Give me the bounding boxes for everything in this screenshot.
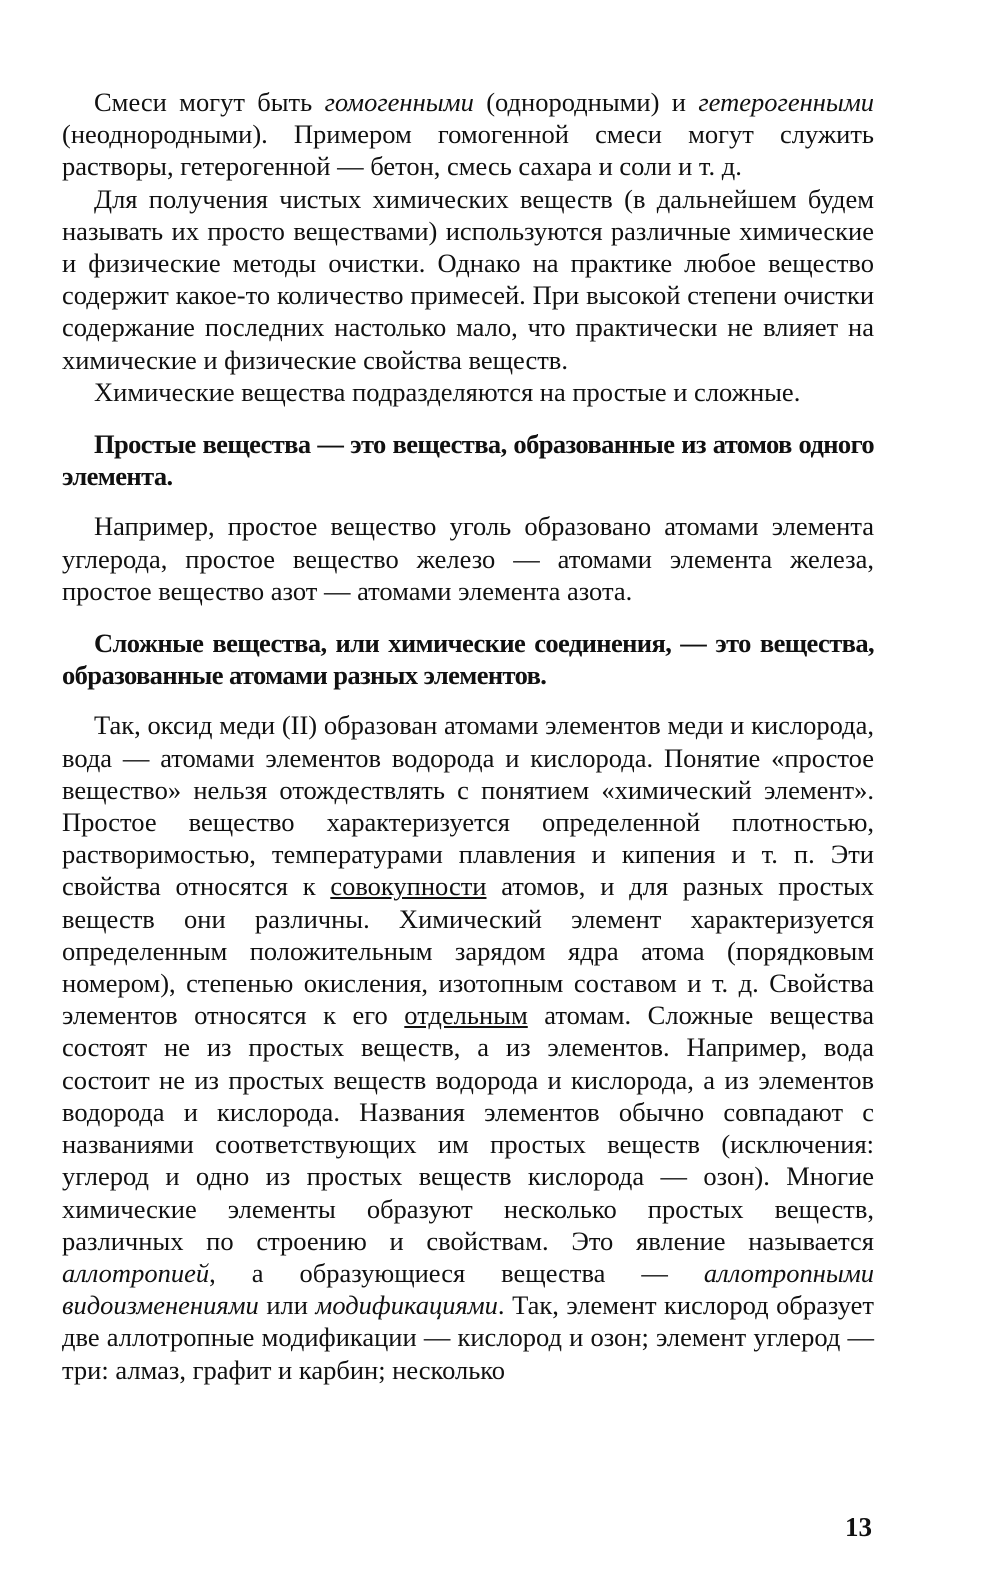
- text-run: или: [258, 1290, 316, 1321]
- term-homogeneous: гомогенными: [324, 87, 474, 117]
- body-text: [62, 86, 874, 1386]
- term-allotropic-forms: аллотропными видоизменениями: [62, 1257, 874, 1321]
- term-heterogeneous: гетерогенными: [698, 87, 874, 117]
- text-run: . Так, элемент кислород образует две аллотропные модификации — кислород и озон; элемент углерод — три: алмаз, графит и карбин; несколько: [62, 1290, 874, 1385]
- text-run: (неоднородными). Примером гомогенной смеси могут служить растворы, гетерогенной — бетон, смесь сахара и соли и т. д.: [62, 119, 874, 182]
- text-run: Смеси могут быть: [94, 87, 325, 117]
- text-run: атомам. Сложные вещества состоят не из простых веществ, а из элементов. Например, вода состоит не из простых веществ водорода и кислорода, а из элементов водорода и кислорода. Названия элементов обычно совпадают с названиями соответствующих им простых веществ (исключения: углерод и одно из простых веществ кислорода — озон). Многие химические элементы образуют несколько простых веществ, различных по строению и свойствам. Это явление называется: [62, 1000, 874, 1256]
- term-modifications: модификациями: [315, 1290, 498, 1321]
- text-run: Так, оксид меди (II) образован атомами элементов меди и кислорода, вода — атомами элементов водорода и кислорода. Понятие «простое вещество» нельзя отождествлять с понятием «химический элемент». Простое вещество характеризуется определенной плотностью, растворимостью, температурами плавления и кипения и т. п. Эти свойства относятся к: [62, 710, 874, 902]
- text-run: атомов, и для разных простых веществ они различны. Химический элемент характеризуется определенным положительным зарядом ядра атома (порядковым номером), степенью окисления, изотопным составом и т. д. Свойства элементов относятся к его: [62, 871, 875, 1031]
- paragraph-mixtures: [62, 86, 874, 183]
- text-run: (однородными) и: [473, 87, 699, 117]
- page-number: 13: [845, 1512, 872, 1542]
- definition-complex-substances: Сложные вещества, или химические соединения, — это вещества, образованные атомами разных элементов.: [62, 628, 874, 691]
- underlined-word-individual: отдельным: [404, 1000, 528, 1031]
- term-allotropy: аллотропией: [62, 1257, 210, 1288]
- paragraph-allotropy: [62, 709, 874, 1385]
- paragraph-simple-examples: Например, простое вещество уголь образовано атомами элемента углерода, простое вещество железо — атомами элемента железа, простое вещество азот — атомами элемента азота.: [62, 511, 874, 606]
- underlined-word-totality: совокупности: [330, 871, 487, 902]
- paragraph-classification: Химические вещества подразделяются на простые и сложные.: [94, 376, 801, 407]
- definition-simple-substances: Простые вещества — это вещества, образованные из атомов одного элемента.: [62, 429, 874, 492]
- paragraph-purification: Для получения чистых химических веществ (в дальнейшем будем называть их просто веществами) используются различные химические и физические методы очистки. Однако на практике любое вещество содержит какое-то количество примесей. При высокой степени очистки содержание последних настолько мало, что практически не влияет на химические и физические свойства веществ.: [62, 183, 874, 375]
- text-run: , а образующиеся вещества —: [209, 1257, 704, 1288]
